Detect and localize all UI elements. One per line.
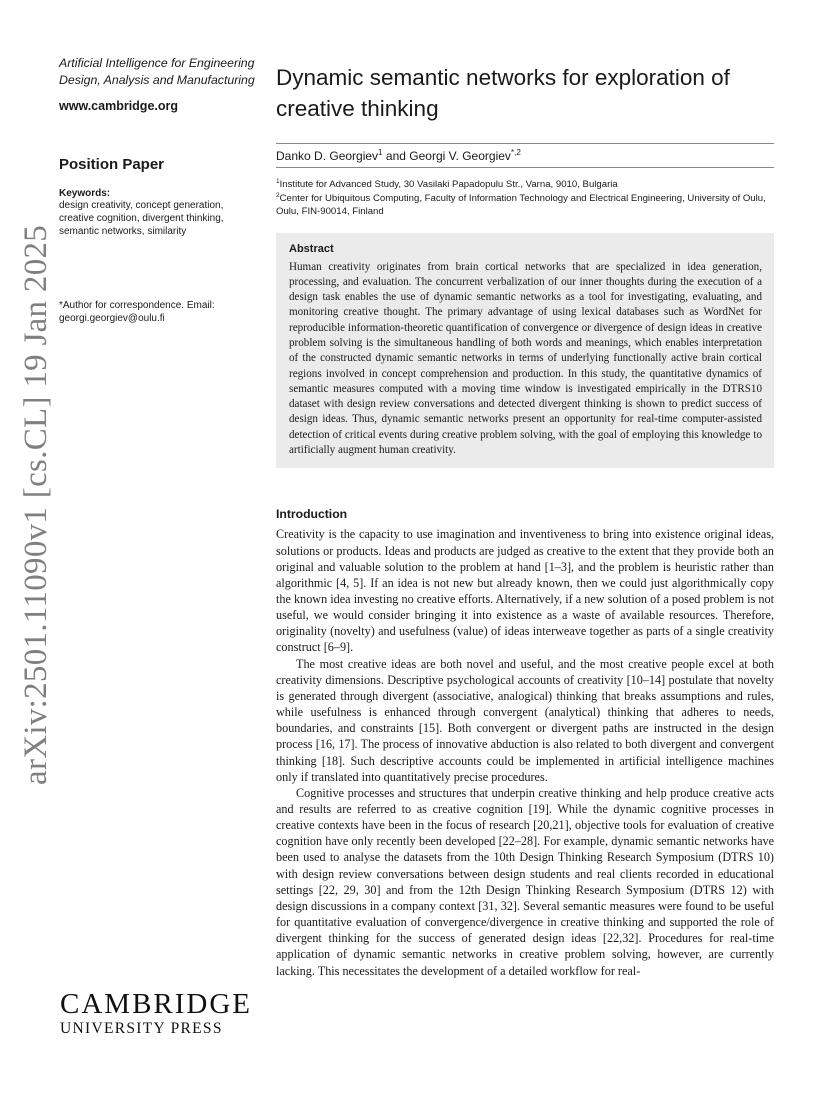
introduction-heading: Introduction [276,507,348,522]
abstract-text: Human creativity originates from brain cortical networks that are specialized in idea generation, processing, and evaluation. The concurrent verbalization of our inner thoughts during the execution of a design task enables the use of dynamic semantic networks as a tool for investigating, evaluating, and monitoring creative thought. The primary advantage of using lexical databases such as WordNet for reproducible information-theoretic quantification of convergence or divergence of design ideas in creative problem solving is the simultaneous handling of both words and meanings, which enables interpretation of the constructed dynamic semantic networks in terms of underlying functionally active brain cortical regions involved in concept comprehension and production. In this study, the quantitative dynamics of semantic measures computed with a moving time window is investigated empirically in the DTRS10 dataset with design review conversations and detected divergent thinking is shown to predict success of design ideas. Thus, dynamic semantic networks present an opportunity for real-time computer-assisted detection of critical events during creative problem solving, with the goal of employing this knowledge to artificially augment human creativity. [289,260,762,457]
intro-paragraph-1: Creativity is the capacity to use imagination and inventiveness to bring into existence original ideas, solutions or products. Ideas and products are judged as creative to the extent that they provide both an original and valuable solution to the problem at hand [1–3], and the problem is heuristic rather than algorithmic [4, 5]. If an idea is not new but already known, then we could just algorithmically copy the known idea investing no creative efforts. Alternatively, if a new solution of a posed problem is not useful, we would consider bringing it into existence as a waste of available resources. Therefore, originality (novelty) and usefulness (value) of ideas interweave together as parts of a single creativity construct [6–9]. [276,527,774,655]
affiliation-1-text: Institute for Advanced Study, 30 Vasilaki Papadopulu Str., Varna, 9010, Bulgaria [279,179,618,190]
publisher-logo-sub: UNIVERSITY PRESS [60,1020,223,1037]
intro-paragraph-2: The most creative ideas are both novel and useful, and the most creative people excel at both creativity dimensions. Descriptive psychological accounts of creativity [10–14] postulate that novelty is generated through divergent (associative, analogical) thinking that breaks assumptions and rules, while usefulness is enhanced through convergent (analytical) thinking that adheres to needs, boundaries, and constraints [15]. Both convergent or divergent paths are instructed in the design process [16, 17]. The process of innovative abduction is also related to both divergent and convergent thinking [18]. Such descriptive accounts could be implemented in artificial intelligence machines only if translated into quantitatively precise procedures. [276,656,774,784]
author-1-affiliation-mark: 1 [378,148,383,157]
affiliations [276,178,774,219]
author-2-affiliation-mark: *,2 [510,148,521,157]
arxiv-identifier-stamp: arXiv:2501.11090v1 [cs.CL] 19 Jan 2025 [18,224,54,785]
intro-paragraph-3: Cognitive processes and structures that underpin creative thinking and help produce creative acts and results are referred to as creative cognition [19]. While the dynamic cognitive processes in creative contexts have been in the focus of research [20,21], objective tools for evaluation of creative cognition have only recently been developed [22–28]. For example, dynamic semantic networks have been used to analyse the datasets from the 10th Design Thinking Research Symposium (DTRS 10) with design review conversations between design students and real clients recorded in educational settings [22, 29, 30] and from the 12th Design Thinking Research Symposium (DTRS 12) with design discussions in a company context [31, 32]. Several semantic measures were found to be useful for quantitative evaluation of convergence/divergence in creative thinking and supported the role of divergent thinking for the success of generated design ideas [22,32]. Procedures for real-time application of dynamic semantic networks in creative problem solving, however, are currently lacking. This necessitates the development of a detailed workflow for real- [276,785,774,978]
affiliation-1 [276,178,774,192]
journal-name: Artificial Intelligence for Engineering Design, Analysis and Manufacturing [59,56,255,87]
cambridge-university-press-logo [60,990,260,1038]
publisher-logo-main: CAMBRIDGE [60,988,253,1020]
main-column [276,62,774,979]
keywords-list: design creativity, concept generation, creative cognition, divergent thinking, semantic networks, similarity [59,200,224,238]
abstract-heading: Abstract [289,242,334,255]
correspondence-label: *Author for correspondence. Email: [59,299,215,311]
sidebar [59,55,259,326]
author-1-name: Danko D. Georgiev [276,149,379,163]
affiliation-2-number: 2 [276,191,280,199]
affiliation-2-text: Center for Ubiquitous Computing, Faculty of Information Technology and Electrical Engineering, University of Oulu, Oulu, FIN-90014, Finland [276,192,766,217]
affiliation-2 [276,192,774,219]
correspondence-note [59,299,244,326]
abstract-box [276,233,774,469]
authors-line [276,143,774,168]
paper-title: Dynamic semantic networks for exploration of creative thinking [276,65,730,121]
author-2-name: Georgi V. Georgiev [409,149,511,163]
journal-website-link[interactable]: www.cambridge.org [59,99,179,113]
author-conjunction: and [382,149,410,163]
keywords-heading: Keywords: [59,188,111,199]
paper-type-label: Position Paper [59,156,165,173]
correspondence-email-link[interactable]: georgi.georgiev@oulu.fi [59,313,165,325]
affiliation-1-number: 1 [276,177,280,185]
